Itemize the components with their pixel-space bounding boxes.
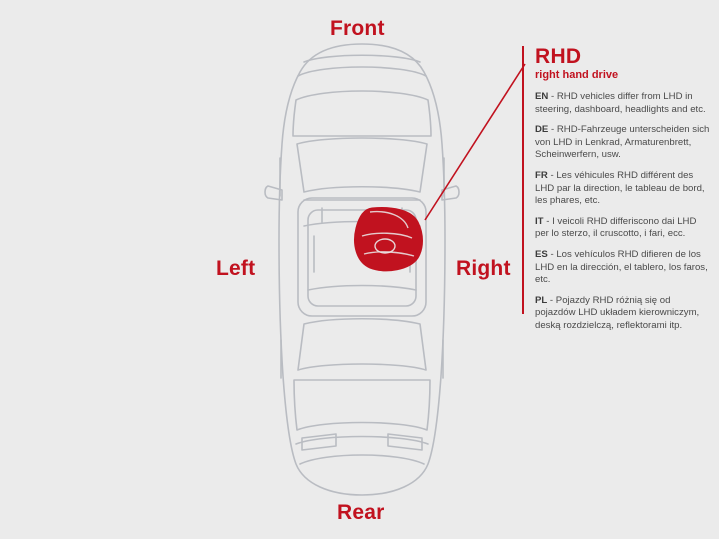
lang-code-en: EN (535, 91, 549, 102)
callout-title: RHD (535, 45, 582, 68)
callout-subtitle: right hand drive (535, 69, 619, 81)
lang-sep-de: - (548, 124, 557, 136)
description-de (535, 124, 710, 162)
description-text-it: I veicoli RHD differiscono dai LHD per lo sterzo, il cruscotto, i fari, ecc. (535, 215, 697, 240)
lang-sep-en: - (548, 91, 557, 102)
lang-code-it: IT (535, 215, 544, 227)
rhd-callout-panel (522, 45, 710, 331)
lang-code-fr: FR (535, 169, 548, 181)
description-text-es: Los vehículos RHD difieren de los LHD en la dirección, el tablero, los faros, etc. (535, 248, 708, 286)
lang-sep-fr: - (547, 169, 557, 181)
lang-sep-es: - (547, 248, 557, 260)
description-en (535, 91, 710, 116)
rhd-driver-position-highlight (355, 208, 423, 271)
description-text-en: RHD vehicles differ from LHD in steering, dashboard, headlights and etc. (535, 91, 706, 115)
lang-code-es: ES (535, 248, 548, 260)
description-fr (535, 170, 710, 208)
lang-code-pl: PL (535, 294, 548, 306)
car-outline-illustration (252, 40, 472, 500)
description-it (535, 216, 710, 241)
direction-label-front: Front (330, 17, 385, 40)
direction-label-left: Left (216, 257, 256, 280)
description-pl (535, 295, 710, 333)
direction-label-right: Right (456, 257, 511, 280)
car-top-view (252, 40, 472, 500)
description-text-fr: Les véhicules RHD différent des LHD par la direction, le tableau de bord, les phares, etc. (535, 169, 705, 207)
description-es (535, 249, 710, 287)
direction-label-rear: Rear (337, 501, 385, 524)
lang-sep-pl: - (547, 294, 556, 306)
lang-sep-it: - (543, 215, 553, 227)
description-text-de: RHD-Fahrzeuge unterscheiden sich von LHD in Lenkrad, Armaturenbrett, Scheinwerfern, usw. (535, 124, 710, 161)
lang-code-de: DE (535, 124, 549, 136)
description-text-pl: Pojazdy RHD różnią się od pojazdów LHD układem kierowniczym, deską rozdzielczą, reflektorami itp. (535, 294, 700, 331)
